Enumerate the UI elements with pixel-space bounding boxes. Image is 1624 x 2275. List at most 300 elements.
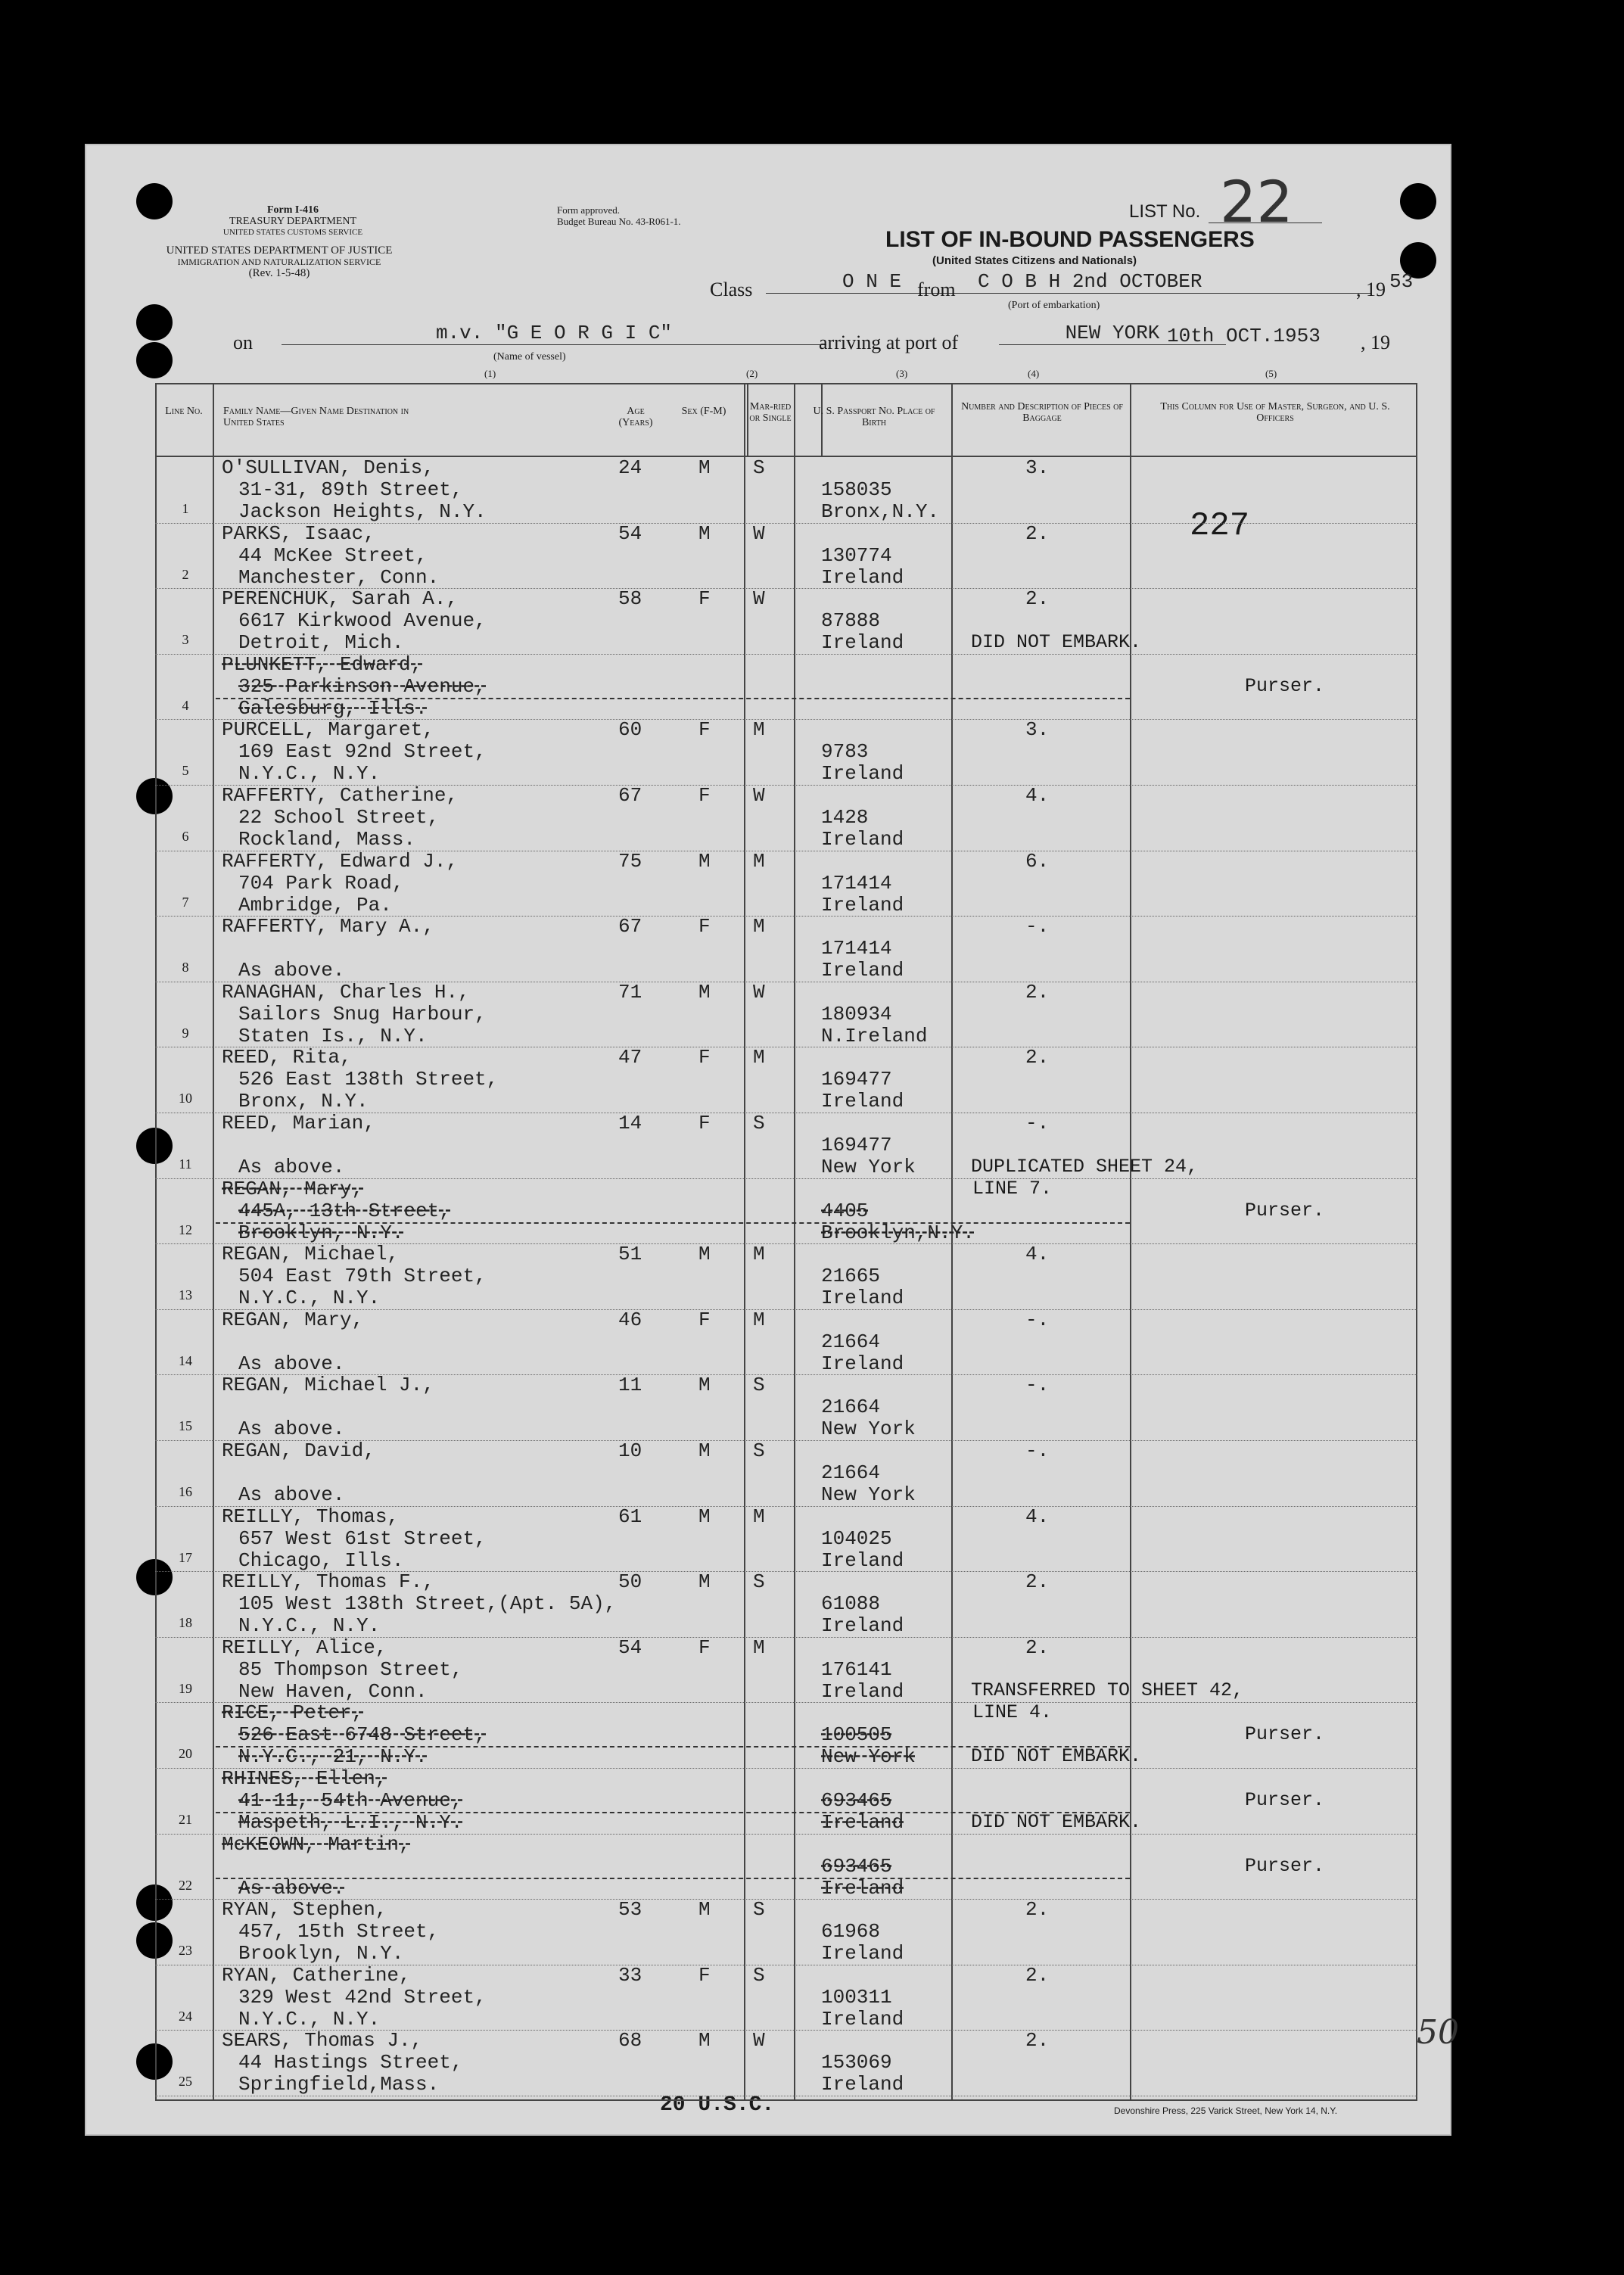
passport-number: 21664 [821,1396,881,1419]
col-number-2: (2) [746,368,758,379]
binder-hole [136,342,173,378]
baggage-cell: 3. [1025,718,1050,742]
passenger-name: O'SULLIVAN, Denis, [222,456,434,479]
line-number: 12 [179,1222,192,1237]
passenger-address: 504 East 79th Street, [238,1265,487,1288]
age-cell: 11 [618,1374,642,1397]
passenger-address: Chicago, Ills. [238,1548,404,1572]
age-cell: 67 [618,784,642,807]
table-row [155,1374,1417,1439]
passenger-name: SEARS, Thomas J., [222,2029,423,2052]
baggage-cell: 2. [1025,1570,1050,1594]
passenger-address: 41-11, 54th Avenue, [238,1789,463,1812]
table-row [155,1702,1417,1767]
passenger-address: 31-31, 89th Street, [238,478,463,501]
marital-cell: S [753,1112,765,1134]
col-header-baggage: Number and Description of Pieces of Baggage [961,401,1123,424]
baggage-cell: 2. [1025,1046,1050,1069]
sex-cell: M [698,1898,711,1922]
purser-signature-label: Purser. [1245,1789,1325,1811]
purser-note: DID NOT EMBARK. [971,1810,1142,1833]
baggage-cell: -. [1025,1308,1050,1331]
line-number: 16 [179,1484,192,1499]
passenger-address: 325 Parkinson Avenue, [238,674,487,698]
line-number: 11 [179,1156,192,1172]
sex-cell: M [698,1243,711,1266]
footer-press: Devonshire Press, 225 Varick Street, New York 14, N.Y. [1114,2105,1338,2116]
passenger-address: As above. [238,959,345,982]
line-number: 9 [182,1025,189,1041]
passenger-table [155,383,1417,2101]
form-number: Form I-416 [266,204,319,216]
birth-place: Bronx,N.Y. [821,500,940,523]
passenger-address: Galesburg, Ills. [238,696,428,720]
birth-place: Ireland [821,1811,904,1834]
col-header-sex: Sex (F-M) [681,406,726,417]
baggage-cell: 2. [1025,1963,1050,1987]
approval-block [557,204,739,227]
passenger-address: Brooklyn, N.Y. [238,1942,404,1965]
marital-cell: W [753,2029,765,2052]
marital-cell: M [753,1308,765,1331]
table-row [155,2030,1417,2095]
passport-number: 87888 [821,609,881,633]
baggage-cell: 4. [1025,784,1050,807]
passenger-address: N.Y.C., N.Y. [238,762,381,786]
passenger-name: REGAN, Michael, [222,1243,400,1266]
passenger-address: As above. [238,1418,345,1441]
passenger-address: As above. [238,1483,345,1506]
passenger-address: 526 East 138th Street, [238,1068,499,1091]
passenger-address: Maspeth, L.I., N.Y. [238,1811,463,1834]
purser-note: LINE 4. [972,1701,1053,1724]
sex-cell: M [698,980,711,1004]
col-number-4: (4) [1028,368,1040,379]
arrival-port: NEW YORK [999,322,1226,345]
table-row [155,982,1417,1047]
budget-number: Budget Bureau No. 43-R061-1. [557,216,681,227]
birth-place: Brooklyn,N.Y. [821,1221,975,1244]
table-row [155,1899,1417,1964]
birth-place: Ireland [821,762,904,786]
line-number: 10 [179,1091,192,1106]
passenger-address: 44 Hastings Street, [238,2051,463,2074]
age-cell: 54 [618,1635,642,1659]
line-number: 3 [182,632,189,648]
passenger-address: As above. [238,1876,345,1900]
passenger-name: REGAN, David, [222,1439,375,1462]
binder-hole [136,183,173,219]
sex-cell: M [698,1439,711,1462]
marital-cell: S [753,1570,765,1594]
passenger-name: PLUNKETT, Edward, [222,652,423,676]
rev-label: (Rev. 1-5-48) [248,267,310,279]
passport-number: 169477 [821,1068,892,1091]
passenger-address: 457, 15th Street, [238,1920,440,1944]
passenger-name: REED, Marian, [222,1112,375,1134]
col-number-3: (3) [896,368,908,379]
baggage-cell: 2. [1025,2029,1050,2052]
passport-number: 21664 [821,1461,881,1484]
birth-place: Ireland [821,1090,904,1113]
passenger-address: Manchester, Conn. [238,565,440,589]
age-cell: 61 [618,1505,642,1528]
passenger-address: Ambridge, Pa. [238,893,392,917]
birth-place: Ireland [821,1679,904,1703]
passenger-address: As above. [238,1156,345,1178]
line-number: 2 [182,566,189,582]
arrival-year-suffix: , 19 [1361,331,1390,353]
table-row [155,457,1417,522]
passenger-address: N.Y.C., N.Y. [238,2007,381,2031]
passenger-address: As above. [238,1352,345,1375]
passenger-name: RYAN, Catherine, [222,1963,411,1987]
passenger-address: Springfield,Mass. [238,2073,440,2096]
corner-number: 50 [1417,2013,1459,2052]
birth-place: New York [821,1156,916,1178]
passenger-name: RHINES, Ellen, [222,1767,387,1790]
purser-note: DID NOT EMBARK. [971,630,1142,653]
table-row [155,1965,1417,2030]
age-cell: 14 [618,1112,642,1134]
marital-cell: S [753,456,765,479]
birth-place: Ireland [821,1287,904,1310]
passenger-address: N.Y.C., N.Y. [238,1287,381,1310]
marital-cell: M [753,718,765,742]
passenger-address: 329 West 42nd Street, [238,1985,487,2009]
sex-cell: M [698,1374,711,1397]
passenger-address: 445A, 13th Street, [238,1199,451,1222]
marital-cell: M [753,1243,765,1266]
passenger-address: 169 East 92nd Street, [238,740,487,764]
sex-cell: F [698,915,711,938]
baggage-cell: 2. [1025,1635,1050,1659]
vessel-caption: (Name of vessel) [493,351,566,363]
sex-cell: F [698,1635,711,1659]
line-number: 18 [179,1615,192,1631]
col-header-passport: U. S. Passport No. Place of Birth [813,406,935,428]
strike-line [216,1222,1130,1224]
passport-number: 176141 [821,1657,892,1681]
age-cell: 75 [618,849,642,873]
line-number: 24 [179,2008,192,2024]
sex-cell: F [698,1308,711,1331]
birth-place: New York [821,1418,916,1441]
sex-cell: M [698,849,711,873]
passenger-name: REGAN, Mary, [222,1177,364,1200]
sex-cell: F [698,1112,711,1134]
purser-signature-label: Purser. [1245,1199,1325,1222]
passenger-address: N.Y.C., N.Y. [238,1614,381,1638]
table-row [155,916,1417,981]
passenger-name: RANAGHAN, Charles H., [222,980,470,1004]
on-label: on [233,331,253,353]
birth-place: New York [821,1483,916,1506]
passenger-address: New Haven, Conn. [238,1679,428,1703]
passenger-name: RICE, Peter, [222,1701,364,1725]
age-cell: 33 [618,1963,642,1987]
passport-number: 171414 [821,871,892,895]
purser-signature-label: Purser. [1245,674,1325,697]
passport-number: 104025 [821,1527,892,1550]
birth-place: Ireland [821,1614,904,1638]
passenger-name: PURCELL, Margaret, [222,718,434,742]
line-number: 7 [182,894,189,910]
marital-cell: W [753,587,765,611]
footer-usc: 20 U.S.C. [660,2093,775,2117]
form-header-block [206,204,380,238]
sex-cell: F [698,587,711,611]
class-label: Class [710,279,753,300]
age-cell: 10 [618,1439,642,1462]
line-number: 1 [182,501,189,516]
baggage-cell: 6. [1025,849,1050,873]
age-cell: 50 [618,1570,642,1594]
passenger-name: RAFFERTY, Edward J., [222,849,459,873]
from-value: C O B H 2nd OCTOBER [978,271,1371,294]
passenger-name: PARKS, Isaac, [222,521,375,545]
col-header-age: Age (Years) [618,406,653,428]
table-row [155,1768,1417,1833]
arriving-label: arriving at port of [819,331,959,353]
marital-cell: M [753,915,765,938]
line-number: 23 [179,1943,192,1959]
passenger-address: 526 East 6748 Street, [238,1723,487,1747]
stamp-number: 227 [1190,507,1250,545]
age-cell: 53 [618,1898,642,1922]
passenger-address: 44 McKee Street, [238,543,428,567]
passenger-address: 105 West 138th Street,(Apt. 5A), [238,1592,617,1616]
passenger-name: McKEOWN, Martin, [222,1832,411,1856]
table-row [155,1178,1417,1243]
binder-hole [136,304,173,341]
justice-label: UNITED STATES DEPARTMENT OF JUSTICE [166,244,393,257]
baggage-cell: 2. [1025,980,1050,1004]
baggage-cell: 2. [1025,521,1050,545]
table-row [155,851,1417,916]
age-cell: 47 [618,1046,642,1069]
passenger-address: 657 West 61st Street, [238,1527,487,1550]
age-cell: 71 [618,980,642,1004]
passport-number: 21665 [821,1265,881,1288]
birth-place: Ireland [821,2073,904,2096]
baggage-cell: 4. [1025,1505,1050,1528]
col-header-married: Mar-ried or Single [749,401,792,424]
table-row [155,588,1417,653]
line-number: 22 [179,1877,192,1893]
age-cell: 58 [618,587,642,611]
table-row [155,1243,1417,1309]
table-row [155,1047,1417,1112]
passenger-address: N.Y.C., 21, N.Y. [238,1745,428,1769]
table-row [155,1440,1417,1505]
baggage-cell: 2. [1025,1898,1050,1922]
baggage-cell: 2. [1025,587,1050,611]
passport-number: 9783 [821,740,869,764]
passport-number: 153069 [821,2051,892,2074]
page-subtitle: (United States Citizens and Nationals) [932,254,1137,267]
sex-cell: F [698,1046,711,1069]
port-embark-caption: (Port of embarkation) [1008,300,1100,311]
passenger-address: Bronx, N.Y. [238,1090,369,1113]
passenger-name: REGAN, Mary, [222,1308,364,1331]
passenger-name: RYAN, Stephen, [222,1898,387,1922]
baggage-cell: -. [1025,1112,1050,1134]
line-number: 13 [179,1287,192,1303]
strike-line [216,1878,1130,1879]
marital-cell: S [753,1374,765,1397]
table-row [155,1571,1417,1636]
sex-cell: F [698,1963,711,1987]
arrival-date: 10th OCT.1953 [1167,325,1321,347]
baggage-cell: -. [1025,1374,1050,1397]
purser-note: LINE 7. [972,1177,1053,1200]
line-number: 6 [182,829,189,844]
passenger-address: Staten Is., N.Y. [238,1024,428,1047]
age-cell: 68 [618,2029,642,2052]
purser-note: TRANSFERRED TO SHEET 42, [971,1679,1244,1702]
marital-cell: W [753,521,765,545]
marital-cell: M [753,1635,765,1659]
birth-place: Ireland [821,1352,904,1375]
year-prefix: , 19 [1356,279,1386,300]
baggage-cell: -. [1025,1439,1050,1462]
col-header-line: Line No. [165,406,203,417]
passport-number: 180934 [821,1002,892,1025]
age-cell: 51 [618,1243,642,1266]
birth-place: New York [821,1745,916,1769]
page-title: LIST OF IN-BOUND PASSENGERS [885,227,1255,252]
passenger-name: REILLY, Alice, [222,1635,387,1659]
passport-number: 130774 [821,543,892,567]
form-approved: Form approved. [557,204,621,216]
year-value: 53 [1389,270,1414,293]
passenger-name: REILLY, Thomas F., [222,1570,434,1594]
baggage-cell: 3. [1025,456,1050,479]
from-label: from [917,279,956,300]
age-cell: 46 [618,1308,642,1331]
sex-cell: M [698,456,711,479]
passenger-address: Rockland, Mass. [238,828,416,851]
table-row [155,1506,1417,1571]
passport-number: 693465 [821,1854,892,1878]
passenger-address: Jackson Heights, N.Y. [238,500,487,523]
birth-place: Ireland [821,631,904,655]
birth-place: Ireland [821,959,904,982]
vessel-name: m.v. "G E O R G I C" [282,322,826,345]
sex-cell: M [698,1570,711,1594]
list-number-label: LIST No. [1129,201,1201,222]
col-number-5: (5) [1265,368,1277,379]
line-number: 25 [179,2074,192,2090]
birth-place: Ireland [821,565,904,589]
col-header-officers: This Column for Use of Master, Surgeon, and U. S. Officers [1160,401,1390,424]
list-number-value: 22 [1220,168,1293,235]
age-cell: 24 [618,456,642,479]
marital-cell: M [753,1505,765,1528]
marital-cell: M [753,849,765,873]
passport-number: 61968 [821,1920,881,1944]
marital-cell: M [753,1046,765,1069]
line-number: 20 [179,1746,192,1762]
passenger-address: 704 Park Road, [238,871,404,895]
passport-number: 100311 [821,1985,892,2009]
passenger-name: REILLY, Thomas, [222,1505,400,1528]
table-row [155,654,1417,719]
line-number: 19 [179,1680,192,1696]
justice-block [154,245,404,279]
passenger-address: 22 School Street, [238,806,440,829]
passport-number: 169477 [821,1134,892,1156]
passenger-name: PERENCHUK, Sarah A., [222,587,459,611]
passport-number: 171414 [821,937,892,960]
baggage-cell: -. [1025,915,1050,938]
passenger-address: Detroit, Mich. [238,631,404,655]
line-number: 5 [182,763,189,779]
col-header-name: Family Name—Given Name Destination in United States [223,406,409,428]
passenger-name: REED, Rita, [222,1046,352,1069]
age-cell: 60 [618,718,642,742]
birth-place: Ireland [821,828,904,851]
birth-place: N.Ireland [821,1024,928,1047]
marital-cell: W [753,980,765,1004]
purser-note: DID NOT EMBARK. [971,1745,1142,1767]
strike-line [216,698,1130,699]
age-cell: 54 [618,521,642,545]
passenger-name: REGAN, Michael J., [222,1374,434,1397]
birth-place: Ireland [821,893,904,917]
sex-cell: F [698,718,711,742]
line-number: 17 [179,1549,192,1565]
marital-cell: S [753,1963,765,1987]
ins-label: IMMIGRATION AND NATURALIZATION SERVICE [177,257,381,267]
birth-place: Ireland [821,1548,904,1572]
line-number: 21 [179,1812,192,1827]
birth-place: Ireland [821,1876,904,1900]
table-row [155,1834,1417,1899]
sex-cell: M [698,1505,711,1528]
line-number: 14 [179,1352,192,1368]
sex-cell: M [698,521,711,545]
marital-cell: S [753,1898,765,1922]
passport-number: 61088 [821,1592,881,1616]
birth-place: Ireland [821,1942,904,1965]
baggage-cell: 4. [1025,1243,1050,1266]
passport-number: 1428 [821,806,869,829]
passport-number: 100505 [821,1723,892,1747]
passport-number: 693465 [821,1789,892,1812]
marital-cell: W [753,784,765,807]
purser-note: DUPLICATED SHEET 24, [971,1155,1199,1178]
table-row [155,785,1417,850]
age-cell: 67 [618,915,642,938]
passenger-address: Brooklyn, N.Y. [238,1221,404,1244]
passenger-name: RAFFERTY, Mary A., [222,915,434,938]
table-row [155,1309,1417,1374]
class-value: O N E [766,271,978,294]
line-number: 15 [179,1418,192,1434]
col-number-1: (1) [484,368,496,379]
sex-cell: F [698,784,711,807]
purser-signature-label: Purser. [1245,1723,1325,1746]
treasury-label: TREASURY DEPARTMENT [229,216,357,227]
table-row [155,523,1417,588]
passport-number: 4405 [821,1199,869,1222]
line-number: 4 [182,697,189,713]
binder-hole [1400,183,1436,219]
line-number: 8 [182,960,189,976]
table-row [155,1113,1417,1178]
